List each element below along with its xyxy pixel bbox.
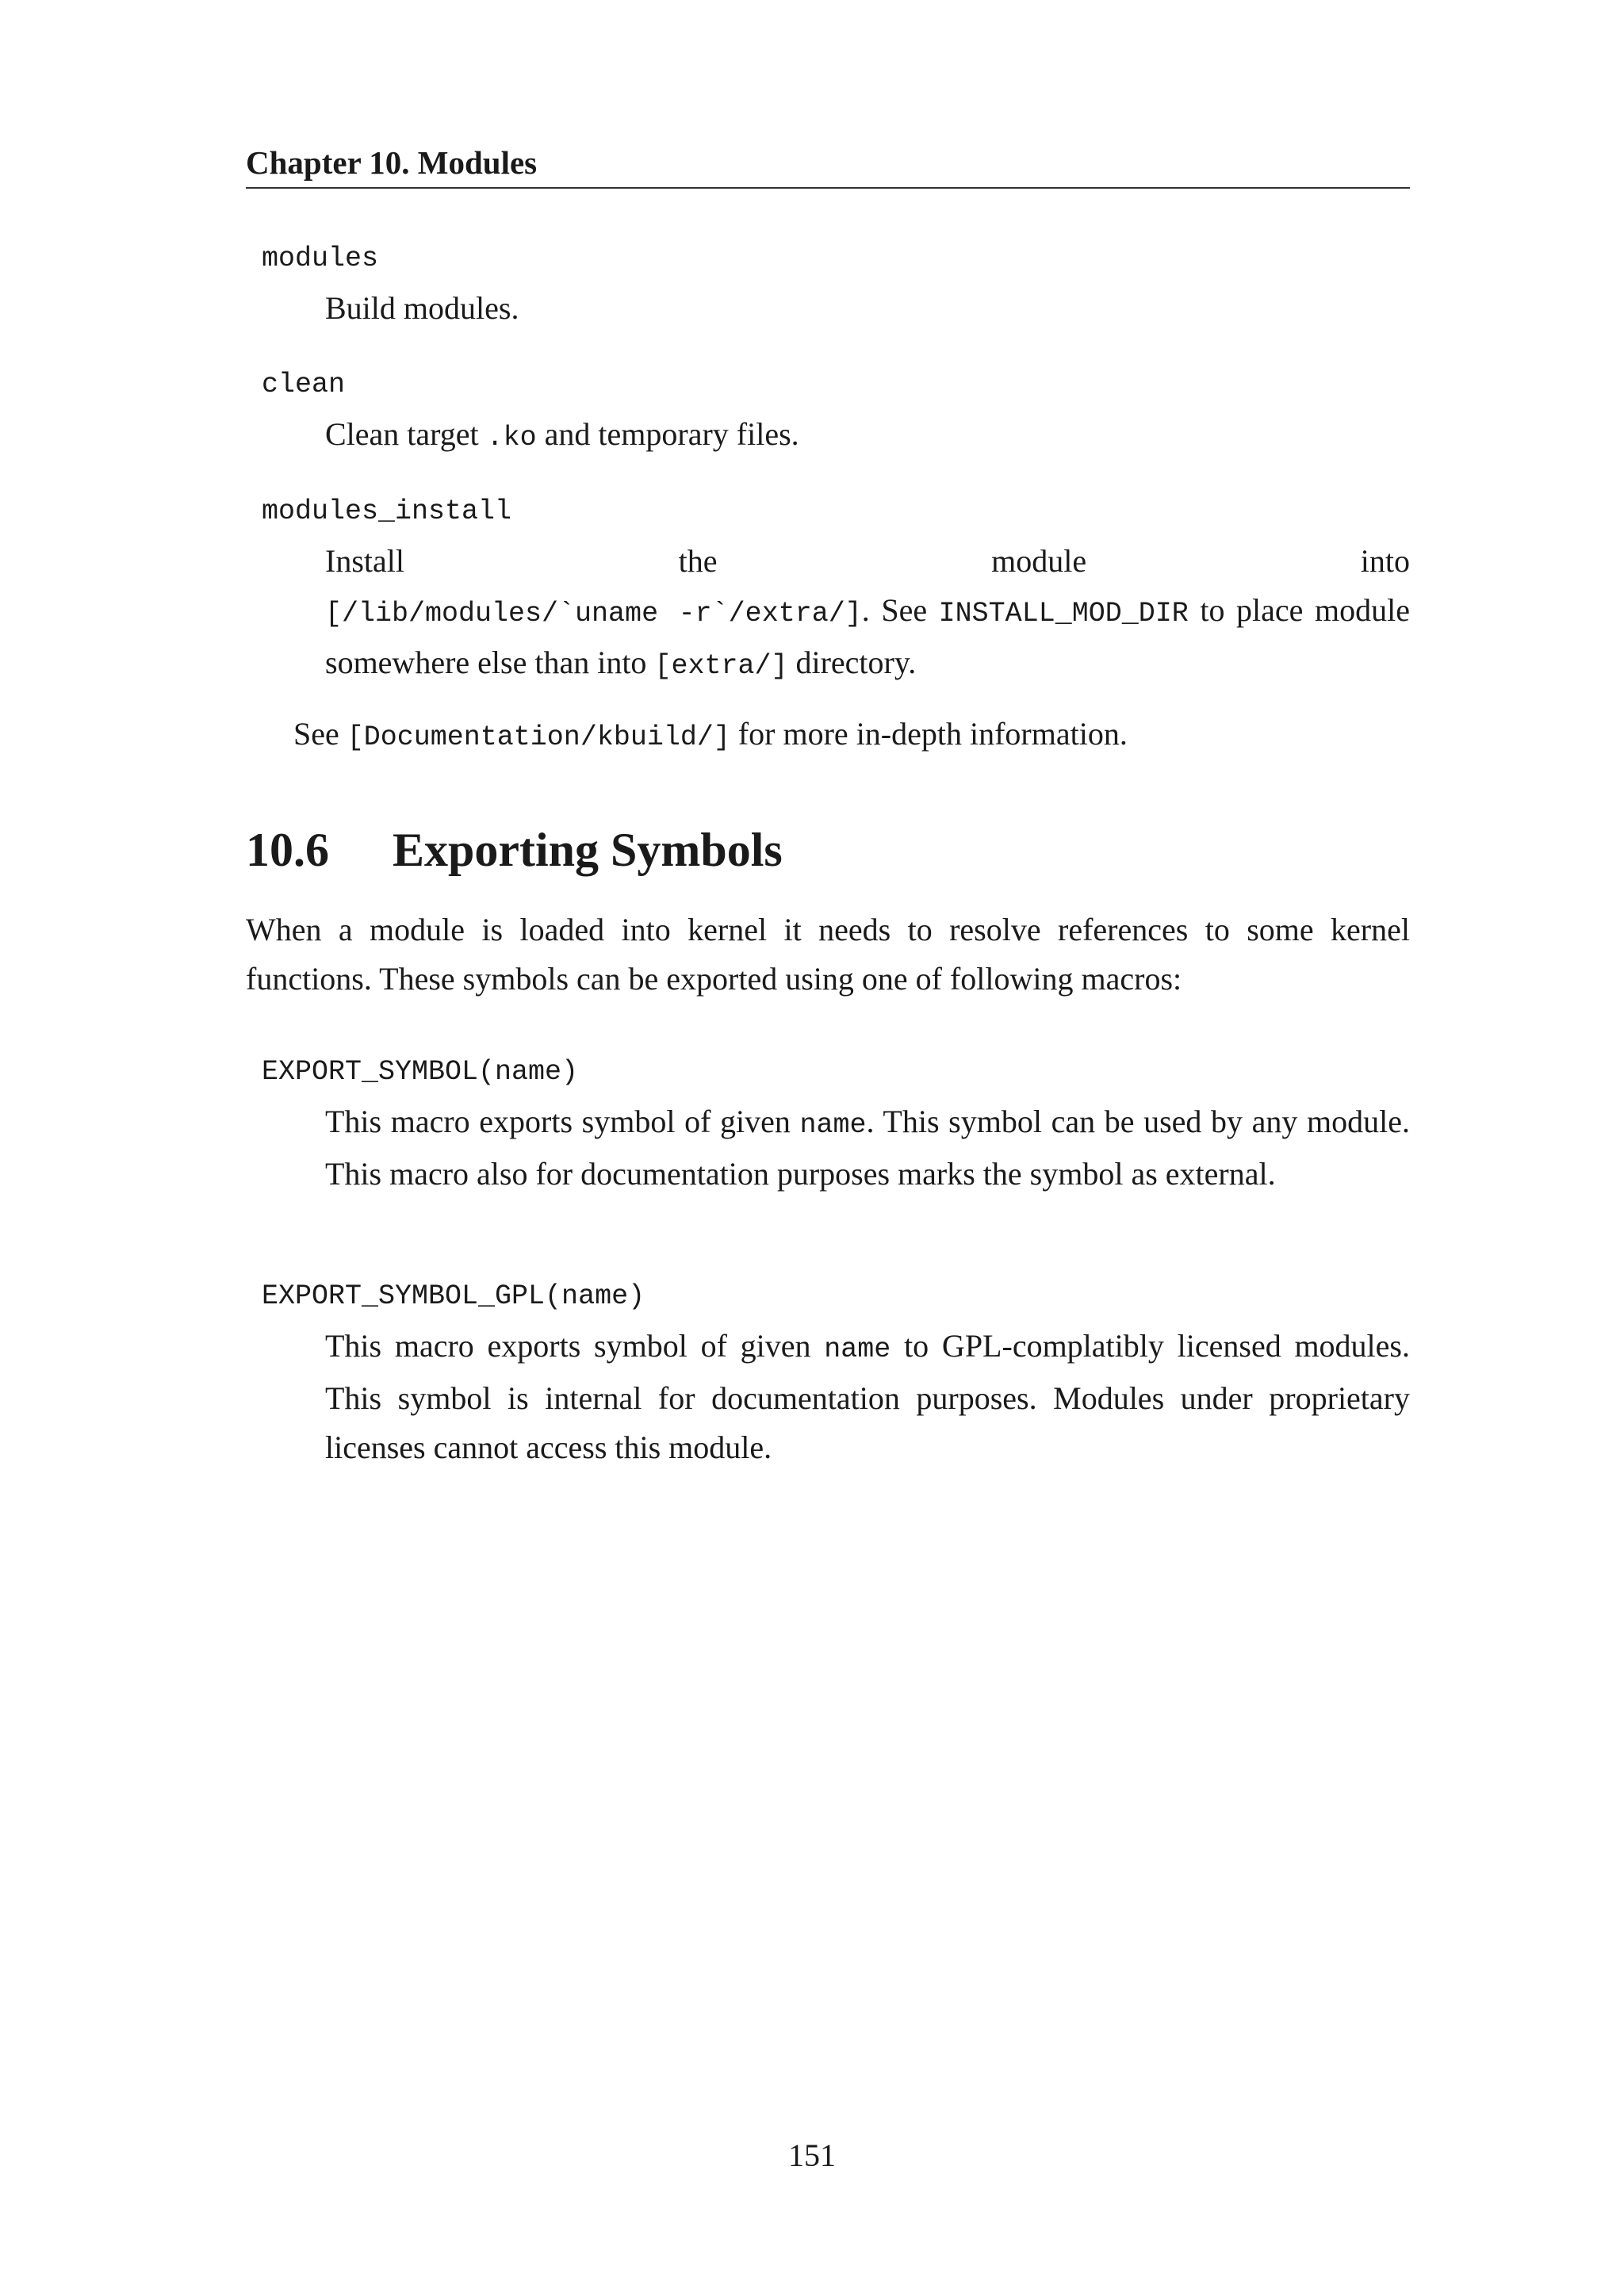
desc-text: and temporary files. (536, 416, 799, 452)
word: the (678, 543, 718, 579)
desc-modules: Build modules. (325, 290, 519, 326)
desc-text: directory. (787, 645, 917, 680)
desc-clean (325, 410, 1410, 462)
desc-text: . This symbol can be used by any module. This macro also for documentation purposes marks the symbol as external. (325, 1104, 1410, 1192)
desc-continuation (325, 586, 1410, 691)
desc-modules-install (325, 537, 1410, 691)
inline-code: [Documentation/kbuild/] (347, 721, 730, 753)
chapter-title: Chapter 10. Modules (246, 144, 538, 181)
desc-text: Clean target (325, 416, 487, 452)
desc-text: . See (861, 592, 939, 628)
term-modules: modules (262, 243, 379, 274)
section-heading (246, 818, 783, 882)
inline-code: name (799, 1109, 867, 1141)
justified-line (325, 537, 1410, 586)
desc-text: to place module somewhere else than into (325, 592, 1410, 680)
inline-code: .ko (486, 422, 537, 453)
desc-text: to GPL-complatibly licensed modules. This symbol is internal for documentation purposes. Modules under proprietary licenses cannot access this module. (325, 1328, 1410, 1465)
section-intro: When a module is loaded into kernel it needs to resolve references to some kernel functions. These symbols can be exported using one of following macros: (246, 912, 1410, 997)
word: into (1360, 543, 1410, 579)
desc-export-symbol-gpl (325, 1322, 1410, 1472)
term-export-symbol-gpl: EXPORT_SYMBOL_GPL(name) (262, 1280, 645, 1312)
desc-text: for more in-depth information. (730, 716, 1128, 752)
term-export-symbol: EXPORT_SYMBOL(name) (262, 1056, 579, 1088)
desc-text: This macro exports symbol of given (325, 1328, 825, 1364)
section-title: Exporting Symbols (393, 824, 783, 876)
inline-code: [extra/] (654, 650, 788, 682)
term-modules-install: modules_install (262, 496, 512, 527)
running-header (246, 143, 1410, 189)
desc-text: See (293, 716, 347, 752)
page-number: 151 (788, 2137, 836, 2173)
inline-code: name (824, 1334, 891, 1365)
desc-text: This macro exports symbol of given (325, 1104, 800, 1139)
word: module (991, 543, 1087, 579)
inline-code: [/lib/modules/`uname -r`/extra/] (325, 598, 862, 629)
section-number: 10.6 (246, 824, 329, 876)
inline-code: INSTALL_MOD_DIR (938, 598, 1189, 629)
word: Install (325, 543, 404, 579)
see-more-paragraph (293, 710, 1128, 762)
desc-export-symbol (325, 1097, 1410, 1199)
term-clean: clean (262, 369, 346, 400)
